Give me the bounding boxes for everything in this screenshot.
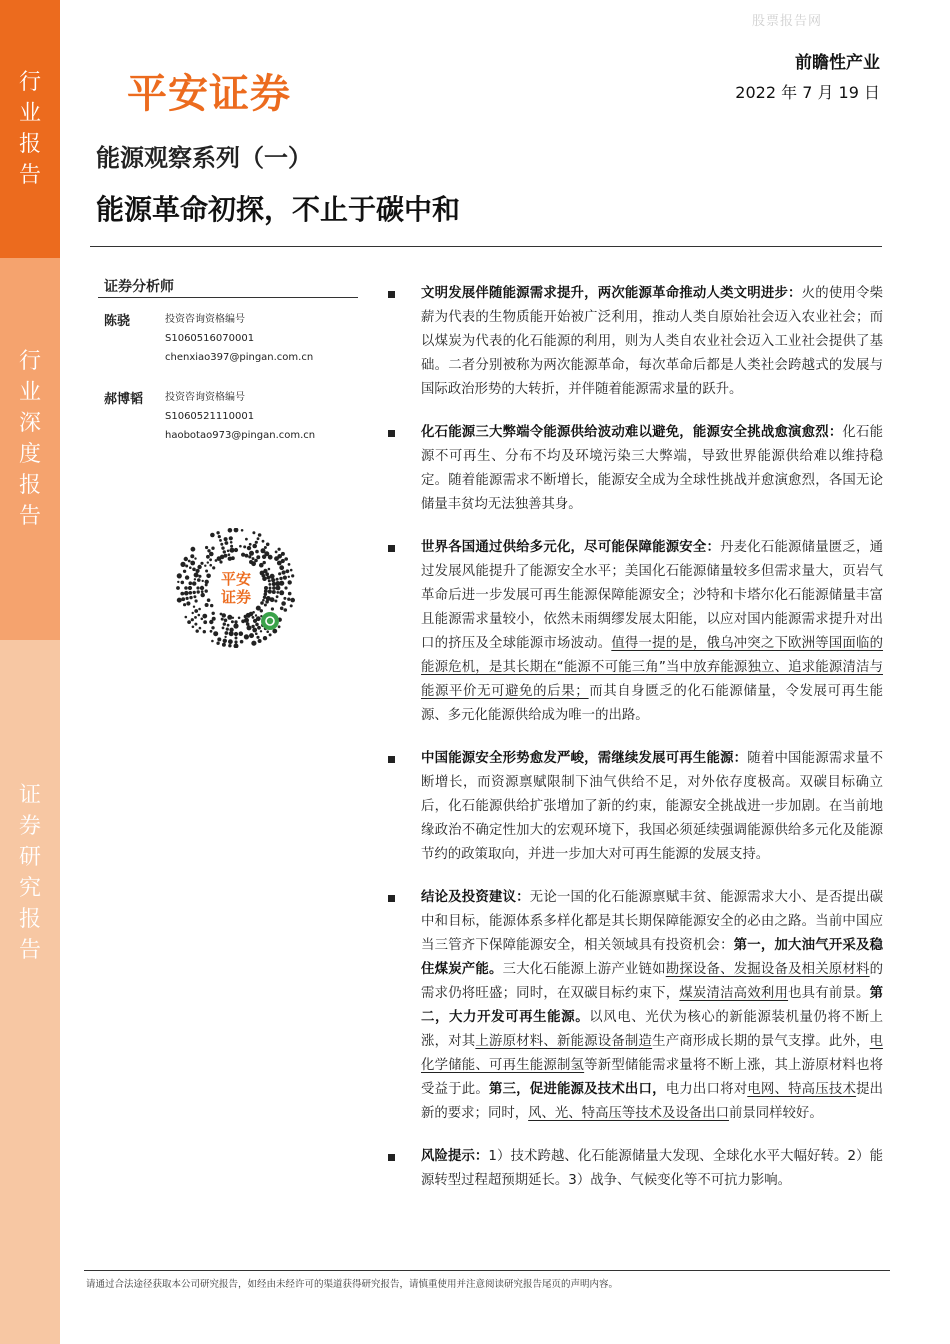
analyst-name: 陈骁 [104, 314, 131, 329]
bullet-paragraph [388, 747, 883, 867]
bullet-text: 化石能源不可再生、分布不均及环境污染三大弊端，导致世界能源供给难以维持稳定。随着能源需求不断增长，能源安全成为全球性挑战并愈演愈烈，各国无论储量丰贫均无法独善其身。 [421, 425, 884, 512]
square-bullet-icon [388, 895, 395, 902]
cert-number: S1060516070001 [165, 333, 255, 344]
qr-code[interactable] [176, 528, 296, 648]
bullet-text: 的需求仍将旺盛；同时，在双碳目标约束下， [421, 962, 884, 1001]
bullet-text: 三大化石能源上游产业链如 [502, 962, 666, 977]
sidebar-char: 究 [18, 876, 41, 901]
bullet-text: 电化学储能、可再生能源制氢 [421, 1034, 884, 1073]
bullet-heading: 结论及投资建议： [421, 890, 530, 905]
bullet-text: 上游原材料、新能源设备制造 [475, 1034, 653, 1049]
report-title: 能源革命初探，不止于碳中和 [96, 193, 461, 226]
bullet-text: 也具有前景。 [788, 986, 870, 1001]
sidebar-char: 报 [18, 473, 41, 498]
sidebar-char: 告 [18, 504, 41, 529]
bullet-text: 等新型储能需求量将不断上涨，其上游原材料也将受益于此。 [421, 1058, 884, 1097]
sidebar-char: 告 [18, 163, 41, 188]
square-bullet-icon [388, 430, 395, 437]
bullet-text: 随着中国能源需求量不断增长，而资源禀赋限制下油气供给不足，对外依存度极高。双碳目标确立后，化石能源供给扩张增加了新的约束，能源安全挑战进一步加剧。在当前地缘政治不确定性加大的宏观环境下，我国必须延续强调能源供给多元化及能源节约的政策取向，并进一步加大对可再生能源的发展支持。 [421, 751, 884, 862]
bullet-text: 火的使用令柴薪为代表的生物质能开始被广泛利用，推动人类自原始社会迈入农业社会；而以煤炭为代表的化石能源的利用，则为人类自农业社会迈入工业社会提供了基础。二者分别被称为两次能源革命，每次革命后都是人类社会跨越式的发展与国际政治形势的大转折，并伴随着能源需求量的跃升。 [421, 286, 884, 397]
bullet-heading: 世界各国通过供给多元化，尽可能保障能源安全： [421, 540, 721, 555]
cert-number: S1060521110001 [165, 411, 255, 422]
sidebar-char: 业 [18, 380, 41, 405]
bullet-text: 提出新的要求；同时， [421, 1082, 884, 1121]
sidebar-char: 报 [18, 907, 41, 932]
sidebar-char: 证 [18, 783, 41, 808]
qr-label-top: 平安 [220, 570, 252, 588]
bullet-text: 生产商形成长期的景气支撑。此外， [652, 1034, 870, 1049]
sidebar-char: 告 [18, 938, 41, 963]
analyst-email[interactable]: haobotao973@pingan.com.cn [165, 430, 316, 441]
bullet-text: 风、光、特高压等技术及设备出口 [528, 1106, 729, 1121]
industry-label: 前瞻性产业 [795, 53, 880, 73]
bullet-heading: 风险提示： [421, 1149, 489, 1164]
bullet-heading: 第三，促进能源及技术出口， [488, 1082, 666, 1097]
side-bar [0, 0, 60, 1344]
bullet-heading: 第一，加大油气开采及稳住煤炭产能。 [421, 938, 884, 977]
sidebar-char: 深 [18, 411, 41, 436]
report-date: 2022 年 7 月 19 日 [735, 83, 880, 102]
bullet-paragraph [388, 886, 883, 1126]
square-bullet-icon [388, 545, 395, 552]
bullet-text: 值得一提的是，俄乌冲突之下欧洲等国面临的能源危机，是其长期在“能源不可能三角”当中放弃能源独立、追求能源清洁与能源平价无可避免的后果； [421, 636, 884, 699]
mini-program-icon [261, 612, 279, 630]
bullet-text: 电网、特高压技术 [747, 1082, 857, 1097]
bullet-heading: 第二，大力开发可再生能源。 [421, 986, 884, 1025]
bullet-text: 1）技术跨越、化石能源储量大发现、全球化水平大幅好转。2）能源转型过程超预期延长。3）战争、气候变化等不可抗力影响。 [421, 1149, 883, 1188]
sidebar-securities-research-report [0, 640, 60, 1344]
sidebar-industry-deep-report [0, 258, 60, 640]
footer-disclaimer: 请通过合法途径获取本公司研究报告，如经由未经许可的渠道获得研究报告，请慎重使用并注意阅读研究报告尾页的声明内容。 [86, 1279, 619, 1290]
analyst-email[interactable]: chenxiao397@pingan.com.cn [165, 352, 314, 363]
sidebar-industry-report [0, 0, 60, 258]
bullet-paragraph [388, 421, 883, 517]
bullet-text: 丹麦化石能源储量匮乏，通过发展风能提升了能源安全水平；美国化石能源储量较多但需求量大，页岩气革命后进一步发展可再生能源保障能源安全；沙特和卡塔尔化石能源储量丰富且能源需求量较小，依然未雨绸缪发展太阳能，以应对国内能源需求提升对出口的挤压及全球能源市场波动。 [421, 540, 884, 651]
square-bullet-icon [388, 291, 395, 298]
sidebar-char: 研 [18, 845, 41, 870]
series-title: 能源观察系列（一） [96, 144, 312, 172]
bullet-text: 勘探设备、发掘设备及相关原材料 [665, 962, 870, 977]
bullet-text: 以风电、光伏为核心的新能源装机量仍将不断上涨，对其 [421, 1010, 884, 1049]
header-divider [90, 246, 882, 247]
bullet-paragraph [388, 1145, 883, 1193]
bullet-paragraph [388, 536, 883, 728]
qr-label-bottom: 证券 [220, 588, 252, 606]
sidebar-char: 券 [18, 814, 41, 839]
cert-label: 投资咨询资格编号 [165, 314, 245, 325]
sidebar-char: 行 [18, 349, 41, 374]
square-bullet-icon [388, 756, 395, 763]
footer-divider [84, 1270, 890, 1271]
bullet-text: 而其自身匮乏的化石能源储量，令发展可再生能源、多元化能源供给成为唯一的出路。 [421, 684, 884, 723]
pingan-logo: 平安证券 [127, 71, 291, 117]
sidebar-char: 行 [18, 70, 41, 95]
sidebar-char: 业 [18, 101, 41, 126]
sidebar-char: 报 [18, 132, 41, 157]
sidebar-char: 度 [18, 442, 41, 467]
bullet-heading: 文明发展伴随能源需求提升，两次能源革命推动人类文明进步： [421, 286, 802, 301]
analysts-heading: 证券分析师 [104, 279, 174, 295]
watermark: 股票报告网 [752, 14, 823, 29]
analyst-name: 郝博韬 [104, 392, 144, 407]
summary-bullets [388, 282, 883, 1212]
square-bullet-icon [388, 1154, 395, 1161]
cert-label: 投资咨询资格编号 [165, 392, 245, 403]
analysts-divider [98, 297, 358, 298]
bullet-text: 无论一国的化石能源禀赋丰贫、能源需求大小、是否提出碳中和目标，能源体系多样化都是其长期保障能源安全的必由之路。当前中国应当三管齐下保障能源安全，相关领域具有投资机会： [421, 890, 884, 953]
bullet-heading: 化石能源三大弊端令能源供给波动难以避免，能源安全挑战愈演愈烈： [421, 425, 843, 440]
bullet-paragraph [388, 282, 883, 402]
bullet-text: 电力出口将对 [665, 1082, 748, 1097]
bullet-text: 前景同样较好。 [728, 1106, 823, 1121]
bullet-heading: 中国能源安全形势愈发严峻，需继续发展可再生能源： [421, 751, 748, 766]
bullet-text: 煤炭清洁高效利用 [679, 986, 789, 1001]
